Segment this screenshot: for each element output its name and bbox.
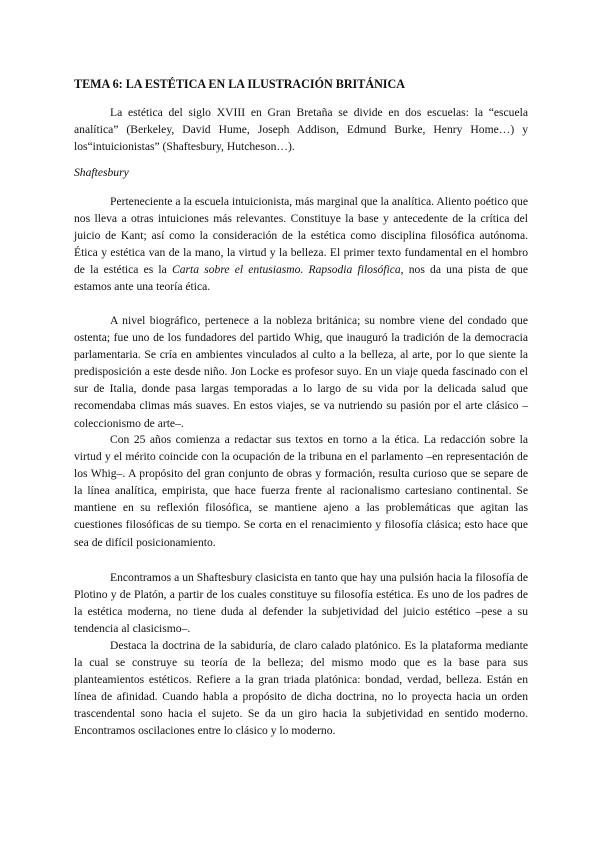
paragraph-sabiduria: Destaca la doctrina de la sabiduría, de claro calado platónico. Es la plataforma mediante la cual se construye su teoría de la belleza; del mismo modo que es la base para sus planteamientos estéticos. Refiere a la gran triada platónica: bondad, verdad, belleza. Están en línea de afinidad. Cuando habla a propósito de dicha doctrina, no lo proyecta hacia un orden trascendental sono hacia el sujeto. Se da un giro hacia la subjetividad en sentido moderno. Encontramos oscilaciones entre lo clásico y lo moderno.: [74, 639, 528, 738]
paragraph-text: Perteneciente a la escuela intuicionista, más marginal que la analítica. Aliento poético que nos lleva a otras intuiciones más relevantes. Constituye la base y antecedente de la crítica del juicio de Kant; así como la consideración de la estética como disciplina filosófica autónoma. Ética y estética van de la mano, la virtud y la belleza. El primer texto fundamental en el hombro de la estética es la: [74, 195, 528, 277]
section-heading-shaftesbury: Shaftesbury: [74, 166, 129, 179]
paragraph-text: , nos da una pista de que estamos ante una teoría ética.: [74, 263, 528, 294]
paragraph-intuicionista: [74, 193, 528, 296]
document-title: TEMA 6: LA ESTÉTICA EN LA ILUSTRACIÓN BRITÁNICA: [74, 77, 405, 91]
paragraph-biografia: A nivel biográfico, pertenece a la nobleza británica; su nombre viene del condado que ostenta; fue uno de los fundadores del partido Whig, que inauguró la tradición de la democracia parlamentaria. Se cría en ambientes vinculados al culto a la belleza, al arte, por lo que siente la predisposición a este desde niño. Jon Locke es profesor suyo. En un viaje queda fascinado con el sur de Italia, donde pasa largas temporadas a lo largo de su vida por la delicada salud que recomendaba climas más suaves. En estos viajes, se va nutriendo su pasión por el arte clásico –coleccionismo de arte–.: [74, 314, 528, 430]
work-title: Carta sobre el entusiasmo. Rapsodia filosófica: [171, 263, 401, 277]
intro-paragraph: La estética del siglo XVIII en Gran Bretaña se divide en dos escuelas: la “escuela analítica” (Berkeley, David Hume, Joseph Addison, Edmund Burke, Henry Home…) y los“intuicionistas” (Shaftesbury, Hutcheson…).: [74, 106, 528, 154]
paragraph-etica: Con 25 años comienza a redactar sus textos en torno a la ética. La redacción sobre la virtud y el mérito coincide con la ocupación de la tribuna en el parlamento –en representación de los Whig–. A propósito del gran conjunto de obras y formación, resulta curioso que se separe de la línea analítica, empirista, que hace fuerza frente al racionalismo cartesiano continental. Se mantiene en su reflexión filosófica, se mantiene ajeno a las problemáticas que agitan las cuestiones filosóficas de su tiempo. Se corta en el renacimiento y filosofía clásica; esto hace que sea de difícil posicionamiento.: [74, 433, 528, 549]
paragraph-clasicista: Encontramos a un Shaftesbury clasicista en tanto que hay una pulsión hacia la filosofía de Plotino y de Platón, a partir de los cuales constituye su filosofía estética. Es uno de los padres de la estética moderna, no tiene duda al defender la subjetividad del juicio estético –pese a su tendencia al clasicismo–.: [74, 571, 528, 636]
